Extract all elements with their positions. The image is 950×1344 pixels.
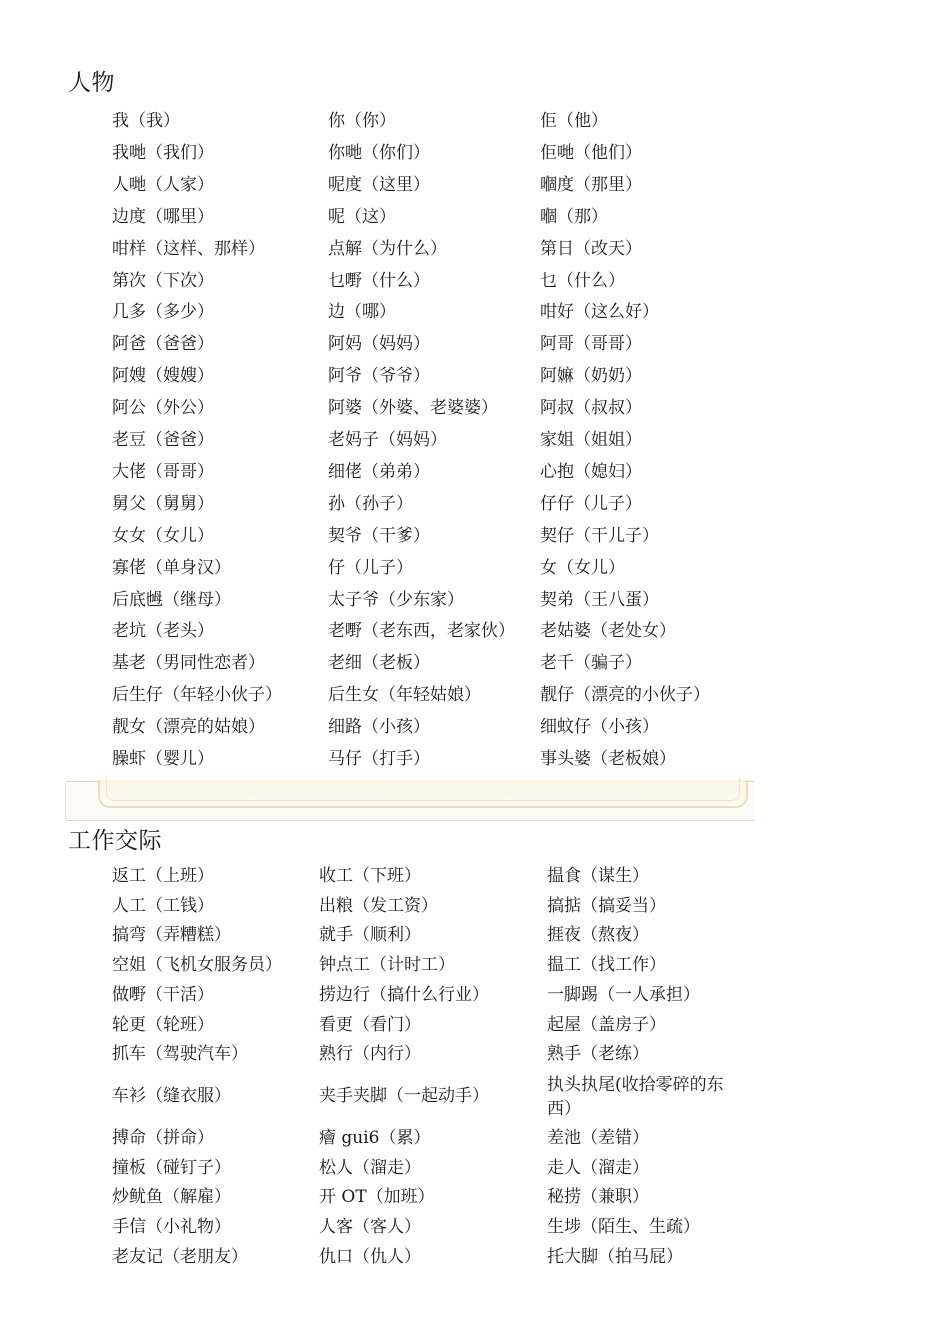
- vocab-entry: 轮更（轮班）: [112, 1015, 214, 1035]
- vocab-entry: 家姐（姐姐）: [540, 430, 642, 450]
- vocab-entry: 仔（儿子）: [328, 558, 413, 578]
- vocab-entry: 松人（溜走）: [319, 1158, 421, 1178]
- vocab-entry: 老友记（老朋友）: [112, 1247, 248, 1267]
- vocab-entry: 阿叔（叔叔）: [540, 398, 642, 418]
- vocab-entry: 第次（下次）: [112, 271, 214, 291]
- vocab-entry: 熟手（老练）: [547, 1044, 649, 1064]
- vocab-entry: 嗰（那）: [540, 207, 608, 227]
- vocab-entry: 人哋（人家）: [112, 175, 214, 195]
- vocab-entry: 女（女儿）: [540, 558, 625, 578]
- section-title-people: 人物: [68, 70, 115, 96]
- vocab-entry: 人工（工钱）: [112, 896, 214, 916]
- vocab-entry: 秘捞（兼职）: [547, 1187, 649, 1207]
- vocab-entry: 你哋（你们）: [328, 143, 430, 163]
- vocab-entry: 撞板（碰钉子）: [112, 1158, 231, 1178]
- vocab-entry: 开 OT（加班）: [319, 1187, 435, 1207]
- vocab-entry: 你（你）: [328, 111, 396, 131]
- vocab-entry: 靓女（漂亮的姑娘）: [112, 717, 265, 737]
- vocab-entry: 契弟（王八蛋）: [540, 590, 659, 610]
- vocab-entry: 细佬（弟弟）: [328, 462, 430, 482]
- vocab-entry: 第日（改天）: [540, 239, 642, 259]
- vocab-entry: 马仔（打手）: [328, 749, 430, 769]
- vocab-entry: 起屋（盖房子）: [547, 1015, 666, 1035]
- vocab-entry: 呢（这）: [328, 207, 396, 227]
- vocab-entry: 老坑（老头）: [112, 621, 214, 641]
- vocab-entry: 揾工（找工作）: [547, 955, 666, 975]
- vocab-entry: 阿婆（外婆、老婆婆）: [328, 398, 498, 418]
- vocab-entry: 就手（顺利）: [319, 925, 421, 945]
- vocab-entry: 阿哥（哥哥）: [540, 334, 642, 354]
- vocab-entry: 阿妈（妈妈）: [328, 334, 430, 354]
- vocab-entry: 乜（什么）: [540, 271, 625, 291]
- vocab-entry: 契爷（干爹）: [328, 526, 430, 546]
- vocab-entry: 佢（他）: [540, 111, 608, 131]
- vocab-entry: 大佬（哥哥）: [112, 462, 214, 482]
- vocab-entry: 熟行（内行）: [319, 1044, 421, 1064]
- vocab-entry: 捞边行（搞什么行业）: [319, 985, 489, 1005]
- vocab-entry: 托大脚（拍马屁）: [547, 1247, 683, 1267]
- vocab-entry: 搞掂（搞妥当）: [547, 896, 666, 916]
- vocab-entry: 臊虾（婴儿）: [112, 749, 214, 769]
- vocab-entry: 空姐（飞机女服务员）: [112, 955, 282, 975]
- decorative-divider: [66, 781, 754, 821]
- vocab-entry: 做嘢（干活）: [112, 985, 214, 1005]
- vocab-entry: 阿公（外公）: [112, 398, 214, 418]
- vocab-entry: 搏命（拼命）: [112, 1128, 214, 1148]
- vocab-entry: 我（我）: [112, 111, 180, 131]
- vocab-entry: 搞弯（弄糟糕）: [112, 925, 231, 945]
- vocab-entry: 细蚊仔（小孩）: [540, 717, 659, 737]
- vocab-entry: 揾食（谋生）: [547, 866, 649, 886]
- vocab-entry: 边度（哪里）: [112, 207, 214, 227]
- vocab-entry: 生埗（陌生、生疏）: [547, 1217, 700, 1237]
- vocab-entry: 老细（老板）: [328, 653, 430, 673]
- vocab-entry: 差池（差错）: [547, 1128, 649, 1148]
- vocab-entry: 夹手夹脚（一起动手）: [319, 1086, 489, 1106]
- vocab-entry: 一脚踢（一人承担）: [547, 985, 700, 1005]
- vocab-entry: 老姑婆（老处女）: [540, 621, 676, 641]
- vocab-entry: 阿嫂（嫂嫂）: [112, 366, 214, 386]
- vocab-entry: 后底乸（继母）: [112, 590, 231, 610]
- vocab-entry: 车衫（缝衣服）: [112, 1086, 231, 1106]
- vocab-entry: 后生女（年轻姑娘）: [328, 685, 481, 705]
- vocab-entry: 几多（多少）: [112, 302, 214, 322]
- vocab-entry: 抓车（驾驶汽车）: [112, 1044, 248, 1064]
- vocab-entry: 后生仔（年轻小伙子）: [112, 685, 282, 705]
- vocab-entry: 太子爷（少东家）: [328, 590, 464, 610]
- vocab-entry: 舅父（舅舅）: [112, 494, 214, 514]
- vocab-entry: 嗰度（那里）: [540, 175, 642, 195]
- vocab-entry: 阿爸（爸爸）: [112, 334, 214, 354]
- vocab-entry: 出粮（发工资）: [319, 896, 438, 916]
- vocab-entry: 阿嫲（奶奶）: [540, 366, 642, 386]
- section-title-work: 工作交际: [68, 828, 162, 854]
- vocab-entry: 癐 gui6（累）: [319, 1128, 431, 1148]
- vocab-entry: 靓仔（漂亮的小伙子）: [540, 685, 710, 705]
- vocab-entry: 点解（为什么）: [328, 239, 447, 259]
- vocab-entry: 钟点工（计时工）: [319, 955, 455, 975]
- vocab-entry: 返工（上班）: [112, 866, 214, 886]
- vocab-entry: 执头执尾(收拾零碎的东西）: [547, 1075, 724, 1119]
- vocab-entry: 契仔（干儿子）: [540, 526, 659, 546]
- vocab-entry: 手信（小礼物）: [112, 1217, 231, 1237]
- vocab-entry: 老千（骗子）: [540, 653, 642, 673]
- vocab-entry: 捱夜（熬夜）: [547, 925, 649, 945]
- vocab-entry: 寡佬（单身汉）: [112, 558, 231, 578]
- vocab-entry: 孙（孙子）: [328, 494, 413, 514]
- vocab-entry: 仇口（仇人）: [319, 1247, 421, 1267]
- vocab-entry: 佢哋（他们）: [540, 143, 642, 163]
- vocab-entry: 老豆（爸爸）: [112, 430, 214, 450]
- vocab-entry: 炒鱿鱼（解雇）: [112, 1187, 231, 1207]
- vocab-entry: 心抱（媳妇）: [540, 462, 642, 482]
- vocab-entry: 呢度（这里）: [328, 175, 430, 195]
- vocab-entry: 看更（看门）: [319, 1015, 421, 1035]
- vocab-entry: 我哋（我们）: [112, 143, 214, 163]
- vocab-entry: 细路（小孩）: [328, 717, 430, 737]
- vocab-entry: 人客（客人）: [319, 1217, 421, 1237]
- vocab-entry: 乜嘢（什么）: [328, 271, 430, 291]
- vocab-entry: 基老（男同性恋者）: [112, 653, 265, 673]
- vocab-entry: 仔仔（儿子）: [540, 494, 642, 514]
- vocab-entry: 阿爷（爷爷）: [328, 366, 430, 386]
- vocab-entry: 老嘢（老东西，老家伙）: [328, 621, 515, 641]
- vocab-entry: 收工（下班）: [319, 866, 421, 886]
- vocab-entry: 咁好（这么好）: [540, 302, 659, 322]
- vocab-entry: 老妈子（妈妈）: [328, 430, 447, 450]
- vocab-entry: 走人（溜走）: [547, 1158, 649, 1178]
- vocab-entry: 事头婆（老板娘）: [540, 749, 676, 769]
- vocab-entry: 边（哪）: [328, 302, 396, 322]
- vocab-entry: 咁样（这样、那样）: [112, 239, 265, 259]
- vocab-entry: 女女（女儿）: [112, 526, 214, 546]
